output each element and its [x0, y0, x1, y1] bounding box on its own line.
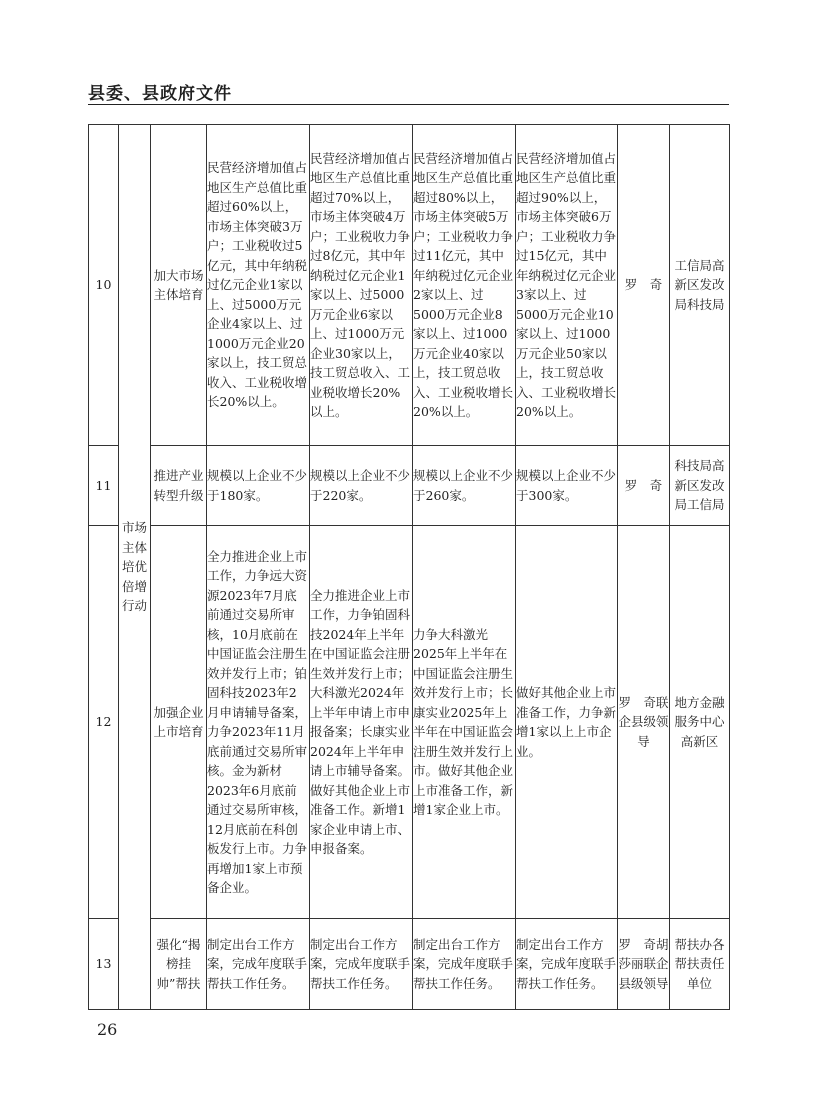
responsible-department: 科技局高新区发改局工信局 — [670, 446, 730, 526]
responsible-department: 地方金融服务中心高新区 — [670, 526, 730, 919]
responsible-leader: 罗 奇联企县级领导 — [618, 526, 670, 919]
task-item: 加强企业上市培育 — [151, 526, 207, 919]
target-2024: 全力推进企业上市工作，力争铂固科技2024年上半年在中国证监会注册生效并发行上市；大科激光2024年上半年申请上市申报备案；长康实业2024年上半年申请上市辅导备案。做好其他企业上市准备工作。新增1家企业申请上市、申报备案。 — [310, 526, 413, 919]
responsible-leader: 罗 奇胡莎丽联企县级领导 — [618, 919, 670, 1010]
row-number: 11 — [89, 446, 119, 526]
table-row — [89, 919, 730, 1010]
responsible-department: 帮扶办各帮扶责任单位 — [670, 919, 730, 1010]
target-2025: 规模以上企业不少于260家。 — [413, 446, 516, 526]
task-table — [88, 124, 730, 1010]
task-item: 推进产业转型升级 — [151, 446, 207, 526]
target-2025: 民营经济增加值占地区生产总值比重超过80%以上，市场主体突破5万户；工业税收力争过11亿元，其中年纳税过亿元企业2家以上、过5000万元企业8家以上、过1000万元企业40家以上，技工贸总收入、工业税收增长20%以上。 — [413, 125, 516, 446]
target-2024: 民营经济增加值占地区生产总值比重超过70%以上，市场主体突破4万户；工业税收力争过8亿元，其中年纳税过亿元企业1家以上、过5000万元企业6家以上、过1000万元企业30家以上，技工贸总收入、工业税收增长20%以上。 — [310, 125, 413, 446]
row-number: 12 — [89, 526, 119, 919]
responsible-leader: 罗 奇 — [618, 446, 670, 526]
task-item: 强化“揭榜挂帅”帮扶 — [151, 919, 207, 1010]
target-2026: 民营经济增加值占地区生产总值比重超过90%以上，市场主体突破6万户；工业税收力争过15亿元，其中年纳税过亿元企业3家以上、过5000万元企业10家以上、过1000万元企业50家以上，技工贸总收入、工业税收增长20%以上。 — [516, 125, 618, 446]
target-2023: 制定出台工作方案，完成年度联手帮扶工作任务。 — [207, 919, 310, 1010]
row-number: 13 — [89, 919, 119, 1010]
table-row — [89, 125, 730, 446]
target-2026: 规模以上企业不少于300家。 — [516, 446, 618, 526]
header-divider — [88, 104, 729, 105]
responsible-department: 工信局高新区发改局科技局 — [670, 125, 730, 446]
target-2025: 力争大科激光2025年上半年在中国证监会注册生效并发行上市；长康实业2025年上半年在中国证监会注册生效并发行上市。做好其他企业上市准备工作，新增1家企业上市。 — [413, 526, 516, 919]
target-2026: 做好其他企业上市准备工作，力争新增1家以上上市企业。 — [516, 526, 618, 919]
target-2025: 制定出台工作方案，完成年度联手帮扶工作任务。 — [413, 919, 516, 1010]
target-2024: 规模以上企业不少于220家。 — [310, 446, 413, 526]
row-number: 10 — [89, 125, 119, 446]
table-row — [89, 526, 730, 919]
target-2024: 制定出台工作方案，完成年度联手帮扶工作任务。 — [310, 919, 413, 1010]
responsible-leader: 罗 奇 — [618, 125, 670, 446]
target-2023: 民营经济增加值占地区生产总值比重超过60%以上，市场主体突破3万户；工业税收过5亿元，其中年纳税过亿元企业1家以上、过5000万元企业4家以上、过1000万元企业20家以上，技工贸总收入、工业税收增长20%以上。 — [207, 125, 310, 446]
page-header-title: 县委、县政府文件 — [88, 84, 232, 104]
target-2023: 规模以上企业不少于180家。 — [207, 446, 310, 526]
task-item: 加大市场主体培育 — [151, 125, 207, 446]
category-cell: 市场主体培优倍增行动 — [119, 125, 151, 1010]
target-2023: 全力推进企业上市工作，力争远大资源2023年7月底前通过交易所审核，10月底前在中国证监会注册生效并发行上市；铂固科技2023年2月申请辅导备案，力争2023年11月底前通过交易所审核。金为新材2023年6月底前通过交易所审核，12月底前在科创板发行上市。力争再增加1家上市预备企业。 — [207, 526, 310, 919]
target-2026: 制定出台工作方案，完成年度联手帮扶工作任务。 — [516, 919, 618, 1010]
page-number: 26 — [97, 1020, 118, 1039]
table-row — [89, 446, 730, 526]
